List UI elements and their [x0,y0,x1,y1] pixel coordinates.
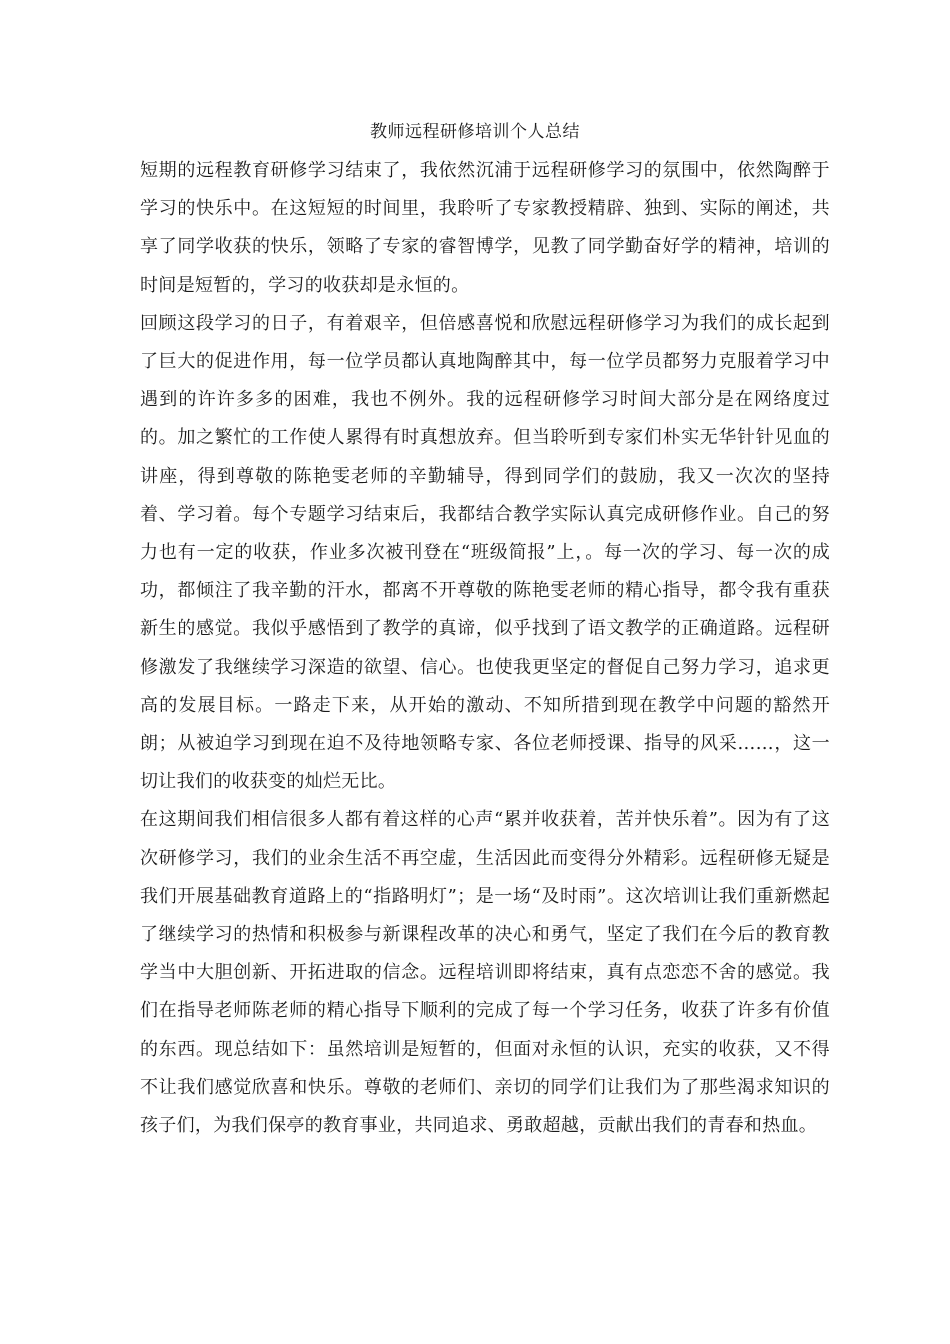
document-title: 教师远程研修培训个人总结 [370,122,580,142]
paragraph-2: 回顾这段学习的日子，有着艰辛，但倍感喜悦和欣慰远程研修学习为我们的成长起到了巨大的促进作用，每一位学员都认真地陶醉其中，每一位学员都努力克服着学习中遇到的许许多多的困难，我也不例外。我的远程研修学习时间大部分是在网络度过的。加之繁忙的工作使人累得有时真想放弃。但当聆听到专家们朴实无华针针见血的讲座，得到尊敬的陈艳雯老师的辛勤辅导，得到同学们的鼓励，我又一次次的坚持着、学习着。每个专题学习结束后，我都结合教学实际认真完成研修作业。自己的努力也有一定的收获，作业多次被刊登在“班级简报”上，。每一次的学习、每一次的成功，都倾注了我辛勤的汗水，都离不开尊敬的陈艳雯老师的精心指导，都令我有重获新生的感觉。我似乎感悟到了教学的真谛，似乎找到了语文教学的正确道路。远程研修激发了我继续学习深造的欲望、信心。也使我更坚定的督促自己努力学习，追求更高的发展目标。一路走下来，从开始的激动、不知所措到现在教学中问题的豁然开朗；从被迫学习到现在迫不及待地领略专家、各位老师授课、指导的风采……，这一切让我们的收获变的灿烂无比。 [140,312,830,793]
paragraph-1: 短期的远程教育研修学习结束了，我依然沉浦于远程研修学习的氛围中，依然陶醉于学习的快乐中。在这短短的时间里，我聆听了专家教授精辟、独到、实际的阐述，共享了同学收获的快乐，领略了专家的睿智博学，见教了同学勤奋好学的精神，培训的时间是短暂的，学习的收获却是永恒的。 [140,160,830,296]
paragraph-3: 在这期间我们相信很多人都有着这样的心声“累并收获着，苦并快乐着”。因为有了这次研修学习，我们的业余生活不再空虚，生活因此而变得分外精彩。远程研修无疑是我们开展基础教育道路上的“指路明灯”；是一场“及时雨”。这次培训让我们重新燃起了继续学习的热情和积极参与新课程改革的决心和勇气，坚定了我们在今后的教育教学当中大胆创新、开拓进取的信念。远程培训即将结束，真有点恋恋不舍的感觉。我们在指导老师陈老师的精心指导下顺利的完成了每一个学习任务，收获了许多有价值的东西。现总结如下：虽然培训是短暂的，但面对永恒的认识，充实的收获，又不得不让我们感觉欣喜和快乐。尊敬的老师们、亲切的同学们让我们为了那些渴求知识的孩子们，为我们保亭的教育事业，共同追求、勇敢超越，贡献出我们的青春和热血。 [140,809,830,1137]
document-body [140,152,830,1145]
